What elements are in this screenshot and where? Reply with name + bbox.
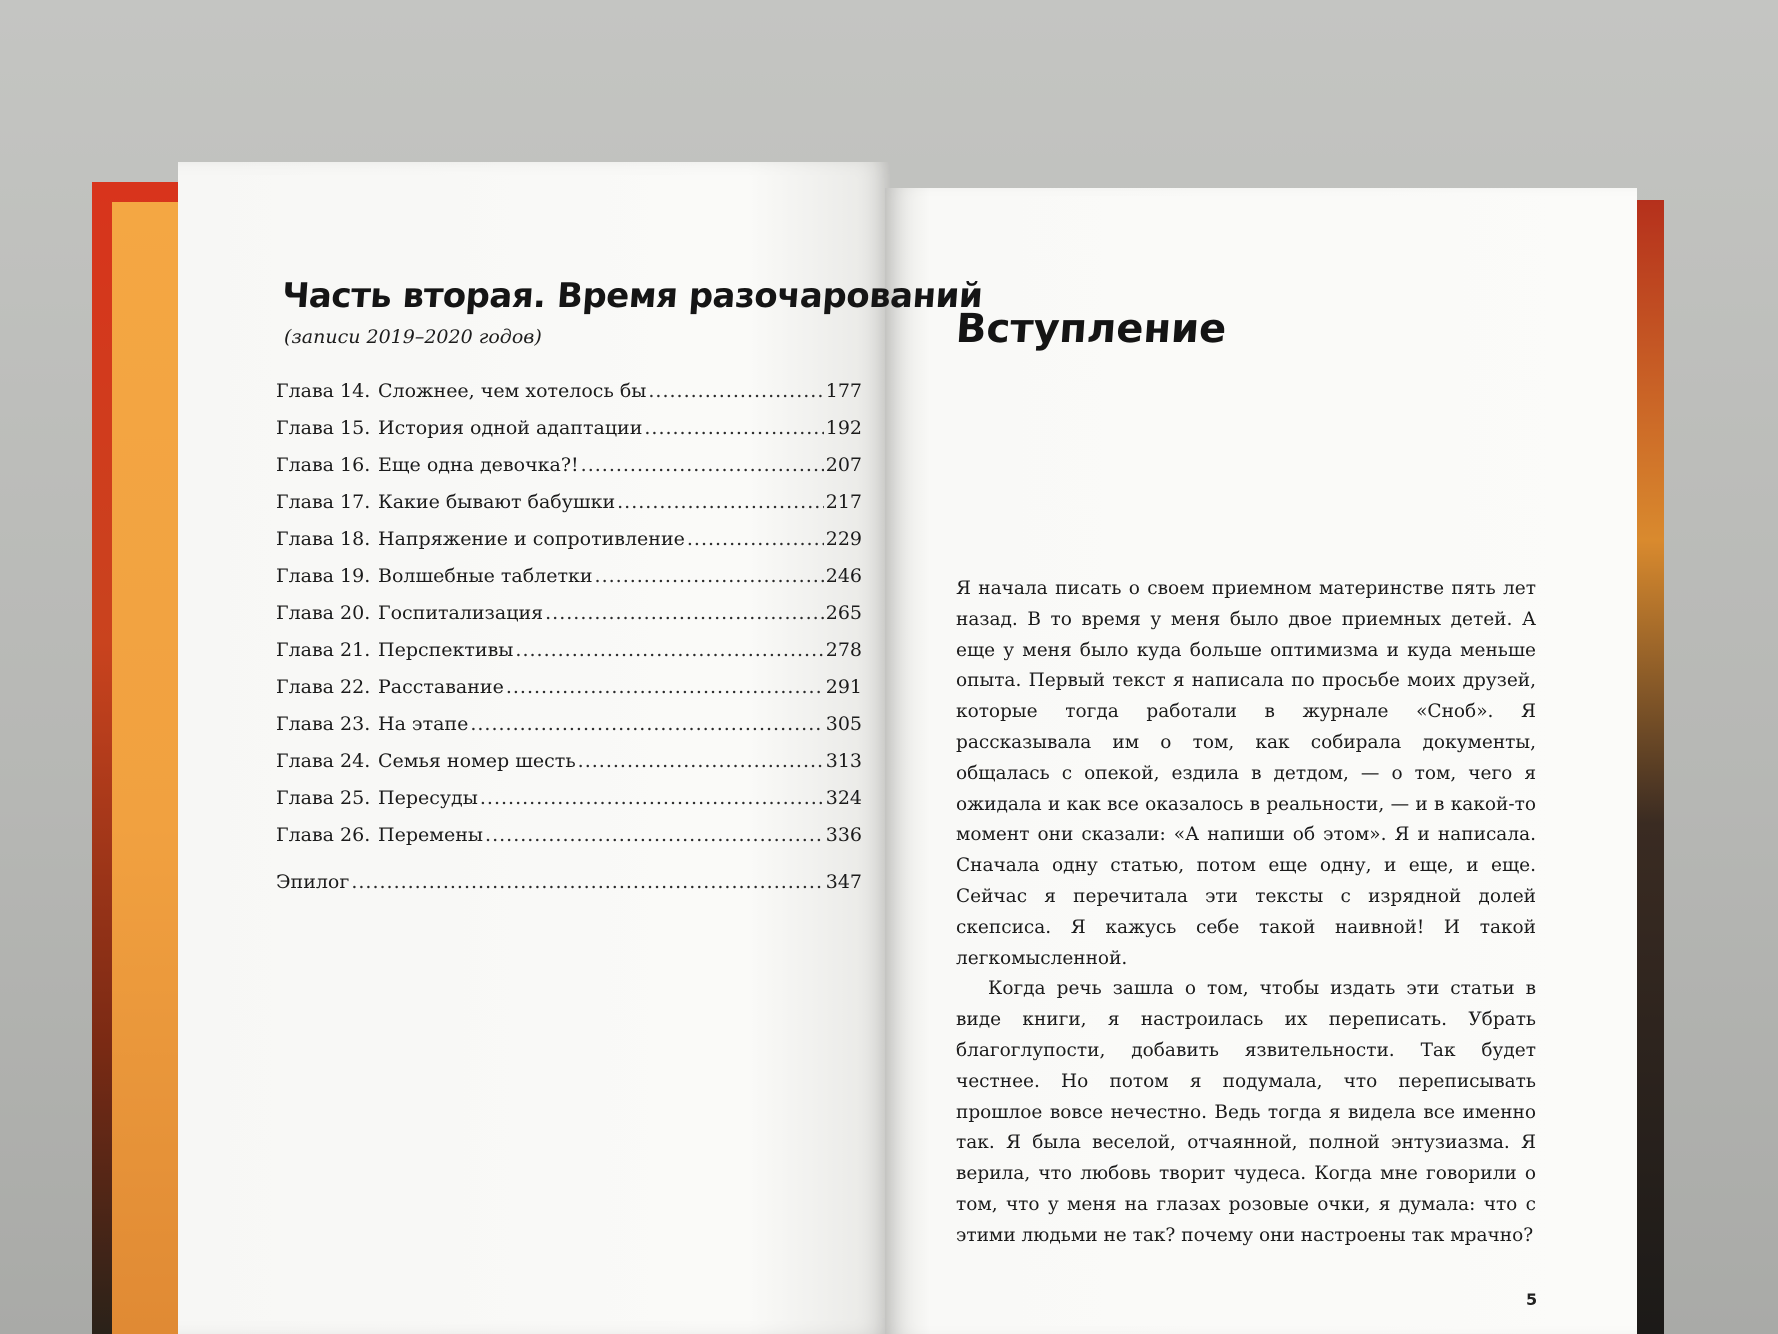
toc-page-number: 177 — [825, 380, 862, 402]
toc-chapter-title: Сложнее, чем хотелось бы — [378, 380, 647, 402]
toc-chapter-title: История одной адаптации — [378, 417, 643, 439]
toc-chapter-title: Перемены — [378, 824, 484, 846]
toc-page-number: 265 — [825, 602, 862, 624]
toc-row — [276, 454, 862, 491]
toc-leader — [506, 676, 824, 698]
toc-row — [276, 824, 862, 861]
table-of-contents — [276, 380, 862, 908]
toc-page-number: 229 — [825, 528, 862, 550]
toc-leader — [581, 454, 824, 476]
introduction-paragraph: Я начала писать о своем приемном материнстве пять лет назад. В то время у меня было двое приемных детей. А еще у меня было куда больше оптимизма и куда меньше опыта. Первый текст я написала по просьбе моих друзей, которые тогда работали в журнале «Сноб». Я рассказывала им о том, как собирала документы, общалась с опекой, ездила в детдом, — о том, чего я ожидала и как все оказалось в реальности, — и в какой-то момент они сказали: «А напиши об этом». Я и написала. Сначала одну статью, потом еще одну, и еще, и еще. Сейчас я перечитала эти тексты с изрядной долей скепсиса. Я кажусь себе такой наивной! И такой легкомысленной. — [956, 578, 1536, 969]
toc-page-number: 313 — [825, 750, 862, 772]
toc-row — [276, 639, 862, 676]
toc-row — [276, 787, 862, 824]
introduction-paragraph: Когда речь зашла о том, чтобы издать эти статьи в виде книги, я настроилась их переписать. Убрать благоглупости, добавить язвительности. Так будет честнее. Но потом я подумала, что переписывать прошлое вовсе нечестно. Ведь тогда я видела все именно так. Я была веселой, отчаянной, полной энтузиазма. Я верила, что любовь творит чудеса. Когда мне говорили о том, что у меня на глазах розовые очки, я думала: что с этими людьми не так? почему они настроены так мрачно? — [956, 978, 1536, 1246]
toc-page-number: 207 — [825, 454, 862, 476]
toc-chapter-number: Глава 26. — [276, 824, 371, 846]
toc-chapter-number: Глава 14. — [276, 380, 371, 402]
toc-chapter-title: Госпитализация — [378, 602, 544, 624]
toc-page-number: 217 — [825, 491, 862, 513]
toc-leader — [644, 417, 823, 439]
toc-page-number: 192 — [825, 417, 862, 439]
toc-row — [276, 602, 862, 639]
toc-leader — [485, 824, 824, 846]
toc-row — [276, 565, 862, 602]
toc-chapter-number: Глава 22. — [276, 676, 371, 698]
toc-row-epilogue — [276, 871, 862, 908]
toc-leader — [545, 602, 824, 624]
toc-leader — [470, 713, 823, 735]
toc-leader — [351, 871, 823, 893]
toc-chapter-number: Глава 16. — [276, 454, 371, 476]
toc-page-number: 246 — [825, 565, 862, 587]
toc-chapter-title: Волшебные таблетки — [378, 565, 593, 587]
toc-row — [276, 417, 862, 454]
introduction-body — [956, 574, 1536, 1252]
toc-leader — [578, 750, 824, 772]
toc-page-number: 324 — [825, 787, 862, 809]
toc-chapter-number: Глава 15. — [276, 417, 371, 439]
toc-leader — [595, 565, 824, 587]
toc-chapter-number: Глава 19. — [276, 565, 371, 587]
toc-leader — [515, 639, 823, 661]
toc-chapter-number: Глава 23. — [276, 713, 371, 735]
toc-page-number: 291 — [825, 676, 862, 698]
toc-leader — [687, 528, 824, 550]
toc-chapter-title: На этапе — [378, 713, 469, 735]
toc-page-number: 305 — [825, 713, 862, 735]
toc-chapter-title: Какие бывают бабушки — [378, 491, 616, 513]
toc-chapter-title: Еще одна девочка?! — [378, 454, 579, 476]
toc-chapter-number: Глава 24. — [276, 750, 371, 772]
toc-chapter-title: Напряжение и сопротивление — [378, 528, 685, 550]
toc-chapter-title: Перспективы — [378, 639, 514, 661]
toc-row — [276, 380, 862, 417]
toc-page-number: 278 — [825, 639, 862, 661]
introduction-heading: Вступление — [954, 306, 1228, 352]
toc-row — [276, 528, 862, 565]
toc-chapter-number: Глава 25. — [276, 787, 371, 809]
toc-chapter-number: Глава 21. — [276, 639, 371, 661]
toc-row — [276, 676, 862, 713]
toc-row — [276, 491, 862, 528]
part-title: Часть вторая. Время разочарований — [280, 276, 984, 316]
toc-row — [276, 713, 862, 750]
toc-row — [276, 750, 862, 787]
toc-leader — [648, 380, 823, 402]
part-subtitle: (записи 2019–2020 годов) — [284, 326, 542, 348]
toc-chapter-title: Расставание — [378, 676, 504, 698]
toc-page-number: 347 — [825, 871, 862, 893]
toc-leader — [480, 787, 824, 809]
toc-chapter-number: Глава 17. — [276, 491, 371, 513]
toc-chapter-title: Пересуды — [378, 787, 478, 809]
toc-chapter-number: Глава 18. — [276, 528, 371, 550]
toc-chapter-number: Глава 20. — [276, 602, 371, 624]
toc-chapter-title: Семья номер шесть — [378, 750, 576, 772]
toc-epilogue-title: Эпилог — [276, 871, 350, 893]
toc-leader — [617, 491, 824, 513]
toc-page-number: 336 — [825, 824, 862, 846]
page-number: 5 — [1526, 1290, 1538, 1309]
